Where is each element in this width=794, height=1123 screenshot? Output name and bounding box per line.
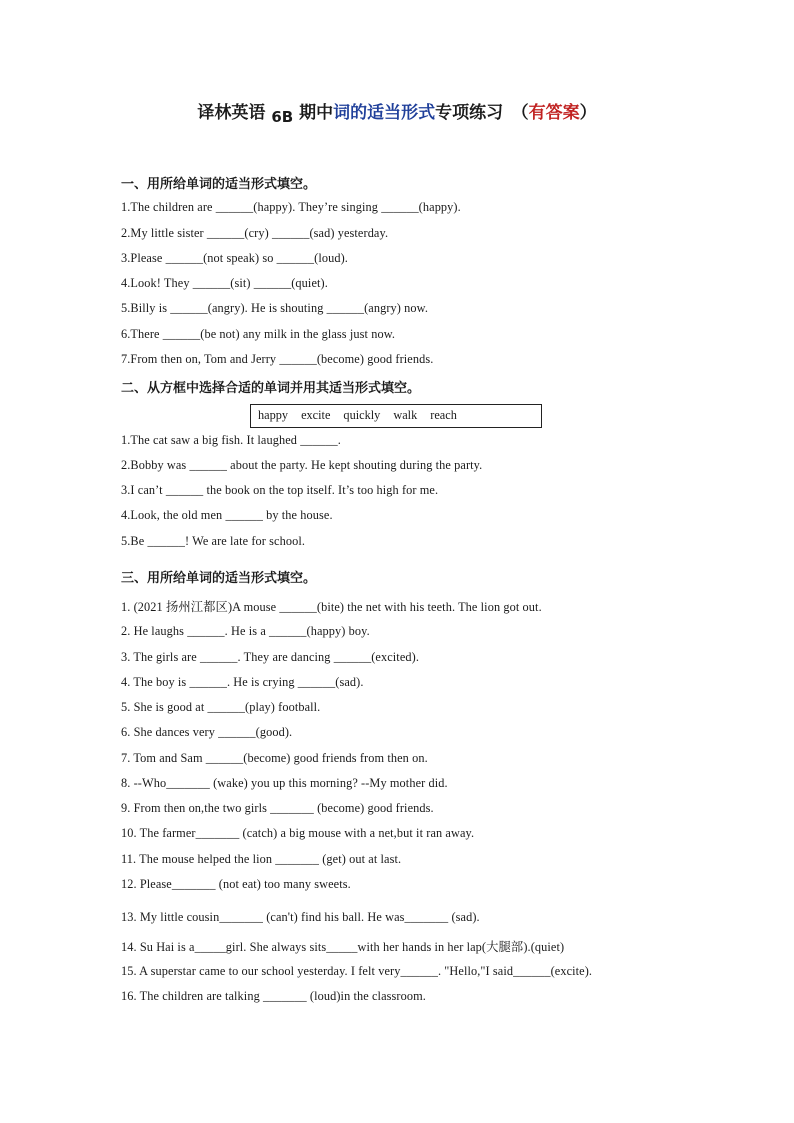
page-title xyxy=(0,98,794,126)
section1-question: 7.From then on, Tom and Jerry ______(become) good friends. xyxy=(121,352,434,366)
title-part5: ） xyxy=(579,103,597,123)
word-bank-word: quickly xyxy=(343,408,381,422)
section3-question: 11. The mouse helped the lion _______ (get) out at last. xyxy=(121,852,402,866)
section1-question: 3.Please ______(not speak) so ______(loud). xyxy=(121,251,348,265)
section2-question: 1.The cat saw a big fish. It laughed ______. xyxy=(121,433,341,447)
section3-question: 15. A superstar came to our school yesterday. I felt very______. "Hello,"I said______(excite). xyxy=(121,964,593,978)
section3-question: 1. (2021 扬州江都区)A mouse ______(bite) the net with his teeth. The lion got out. xyxy=(121,600,542,614)
section3-question: 13. My little cousin_______ (can't) find his ball. He was_______ (sad). xyxy=(121,910,480,924)
word-bank-box xyxy=(250,404,542,428)
title-topic: 词的适当形式 xyxy=(333,103,436,123)
section1-heading: 一、用所给单词的适当形式填空。 xyxy=(121,177,317,192)
section3-question: 9. From then on,the two girls _______ (become) good friends. xyxy=(121,801,434,815)
section3-question: 12. Please_______ (not eat) too many sweets. xyxy=(121,877,351,891)
section3-question: 8. --Who_______ (wake) you up this morning? --My mother did. xyxy=(121,776,448,790)
title-grade: 6B xyxy=(271,108,294,126)
section3-question: 5. She is good at ______(play) football. xyxy=(121,700,321,714)
word-bank-word: walk xyxy=(393,408,418,422)
section1-question: 5.Billy is ______(angry). He is shouting ______(angry) now. xyxy=(121,301,429,315)
section3-question: 16. The children are talking _______ (loud)in the classroom. xyxy=(121,989,426,1003)
section2-question: 3.I can’t ______ the book on the top itself. It’s too high for me. xyxy=(121,483,439,497)
section3-question: 2. He laughs ______. He is a ______(happy) boy. xyxy=(121,624,370,638)
title-part2: 期中 xyxy=(293,103,334,123)
title-part4: 专项练习 （ xyxy=(435,103,529,123)
section3-question: 3. The girls are ______. They are dancing ______(excited). xyxy=(121,650,419,664)
section1-question: 1.The children are ______(happy). They’re singing ______(happy). xyxy=(121,200,461,214)
section2-question: 4.Look, the old men ______ by the house. xyxy=(121,508,333,522)
section3-question: 10. The farmer_______ (catch) a big mouse with a net,but it ran away. xyxy=(121,826,475,840)
word-bank-word: happy xyxy=(258,408,289,422)
section3-question: 7. Tom and Sam ______(become) good friends from then on. xyxy=(121,751,428,765)
section2-question: 5.Be ______! We are late for school. xyxy=(121,534,306,548)
section2-question: 2.Bobby was ______ about the party. He kept shouting during the party. xyxy=(121,458,483,472)
section3-question: 6. She dances very ______(good). xyxy=(121,725,293,739)
title-part1: 译林英语 xyxy=(197,103,272,123)
section3-question: 4. The boy is ______. He is crying ______(sad). xyxy=(121,675,364,689)
word-bank-word: excite xyxy=(301,408,331,422)
section1-question: 4.Look! They ______(sit) ______(quiet). xyxy=(121,276,328,290)
section1-question: 6.There ______(be not) any milk in the glass just now. xyxy=(121,327,396,341)
section2-heading: 二、从方框中选择合适的单词并用其适当形式填空。 xyxy=(121,381,421,396)
section1-question: 2.My little sister ______(cry) ______(sad) yesterday. xyxy=(121,226,389,240)
word-bank-word: reach xyxy=(430,408,457,422)
section3-heading: 三、用所给单词的适当形式填空。 xyxy=(121,571,317,586)
title-answer-note: 有答案 xyxy=(528,103,580,123)
section3-question: 14. Su Hai is a_____girl. She always sits_____with her hands in her lap(大腿部).(quiet) xyxy=(121,940,565,954)
